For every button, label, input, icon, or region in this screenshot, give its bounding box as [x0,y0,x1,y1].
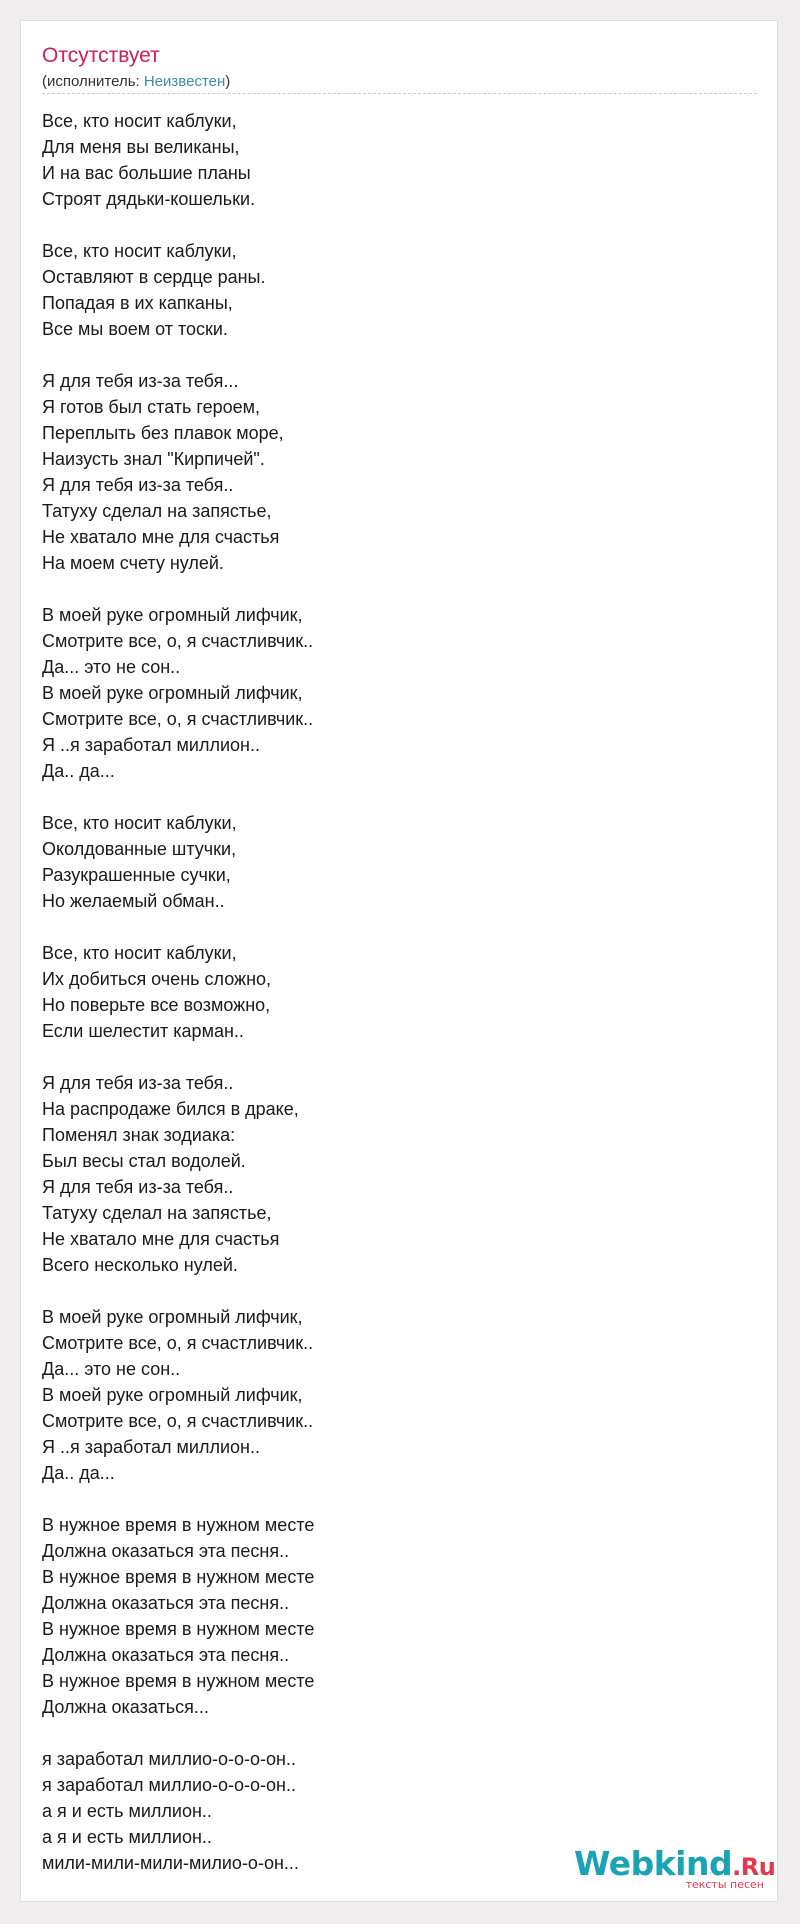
lyric-line: Но поверьте все возможно, [42,995,271,1015]
lyric-line: Да... это не сон.. [42,657,181,677]
lyric-line: В нужное время в нужном месте [42,1515,315,1535]
lyric-line: Если шелестит карман.. [42,1021,244,1041]
logo-name: Webkind [574,1844,733,1883]
webkind-logo[interactable] [574,1844,776,1893]
lyric-line: Смотрите все, о, я счастливчик.. [42,1411,314,1431]
lyric-stanza [42,238,742,342]
lyric-line: Попадая в их капканы, [42,293,233,313]
artist-suffix: ) [225,73,231,90]
lyric-line: В моей руке огромный лифчик, [42,1385,303,1405]
lyric-line: Да.. да... [42,761,115,781]
lyric-line: Переплыть без плавок море, [42,423,284,443]
lyric-stanza [42,940,742,1044]
logo-tagline: тексты песен [685,1878,764,1891]
lyric-line: Все мы воем от тоски. [42,319,228,339]
lyric-line: Татуху сделал на запястье, [42,1203,272,1223]
lyric-line: В нужное время в нужном месте [42,1567,315,1587]
lyric-line: а я и есть миллион.. [42,1801,212,1821]
lyric-line: Татуху сделал на запястье, [42,501,272,521]
lyric-stanza [42,1304,742,1486]
song-title: Отсутствует [42,44,160,67]
lyric-line: Да.. да... [42,1463,115,1483]
lyric-stanza [42,1512,742,1720]
lyric-line: Не хватало мне для счастья [42,1229,280,1249]
lyric-line: Я готов был стать героем, [42,397,261,417]
lyric-line: В моей руке огромный лифчик, [42,683,303,703]
lyric-line: Я для тебя из-за тебя.. [42,1177,234,1197]
lyric-line: Для меня вы великаны, [42,137,240,157]
lyric-line: Должна оказаться эта песня.. [42,1593,290,1613]
lyric-line: Все, кто носит каблуки, [42,241,237,261]
lyric-line: В нужное время в нужном месте [42,1671,315,1691]
title-divider [42,93,757,94]
lyrics-card [20,20,778,1902]
lyric-line: Поменял знак зодиака: [42,1125,236,1145]
lyric-line: Околдованные штучки, [42,839,237,859]
lyric-line: Должна оказаться эта песня.. [42,1541,290,1561]
lyric-line: Я ..я заработал миллион.. [42,735,260,755]
lyric-line: На распродаже бился в драке, [42,1099,299,1119]
lyric-line: Был весы стал водолей. [42,1151,246,1171]
lyric-line: Строят дядьки-кошельки. [42,189,256,209]
lyric-line: Да... это не сон.. [42,1359,181,1379]
artist-link[interactable]: Неизвестен [143,73,226,90]
logo-domain: .Ru [732,1853,776,1881]
lyric-line: Не хватало мне для счастья [42,527,280,547]
lyric-line: Наизусть знал "Кирпичей". [42,449,265,469]
lyric-line: Я для тебя из-за тебя... [42,371,239,391]
lyric-stanza [42,368,742,576]
lyric-line: мили-мили-мили-милио-о-он... [42,1853,299,1873]
lyric-line: я заработал миллио-о-о-о-он.. [42,1749,296,1769]
lyric-line: а я и есть миллион.. [42,1827,212,1847]
lyric-line: В нужное время в нужном месте [42,1619,315,1639]
lyric-line: Я ..я заработал миллион.. [42,1437,260,1457]
lyric-line: Я для тебя из-за тебя.. [42,1073,234,1093]
lyric-stanza [42,602,742,784]
lyric-stanza [42,810,742,914]
lyrics-text [42,108,742,1902]
lyric-line: Я для тебя из-за тебя.. [42,475,234,495]
lyric-line: На моем счету нулей. [42,553,224,573]
lyric-line: Смотрите все, о, я счастливчик.. [42,709,314,729]
lyric-line: И на вас большие планы [42,163,251,183]
lyric-line: Все, кто носит каблуки, [42,943,237,963]
lyric-line: Их добиться очень сложно, [42,969,272,989]
lyric-line: Всего несколько нулей. [42,1255,238,1275]
lyric-line: В моей руке огромный лифчик, [42,1307,303,1327]
lyric-line: Смотрите все, о, я счастливчик.. [42,631,314,651]
lyric-line: Оставляют в сердце раны. [42,267,266,287]
lyric-line: Смотрите все, о, я счастливчик.. [42,1333,314,1353]
lyric-line: Разукрашенные сучки, [42,865,231,885]
artist-line [42,73,230,91]
lyric-line: я заработал миллио-о-о-о-он.. [42,1775,296,1795]
lyric-line: Все, кто носит каблуки, [42,813,237,833]
artist-prefix: (исполнитель: [42,73,144,90]
lyric-line: Должна оказаться... [42,1697,209,1717]
lyric-line: Но желаемый обман.. [42,891,225,911]
lyric-stanza [42,1070,742,1278]
lyric-line: Все, кто носит каблуки, [42,111,237,131]
lyric-stanza [42,108,742,212]
lyric-line: В моей руке огромный лифчик, [42,605,303,625]
lyric-line: Должна оказаться эта песня.. [42,1645,290,1665]
